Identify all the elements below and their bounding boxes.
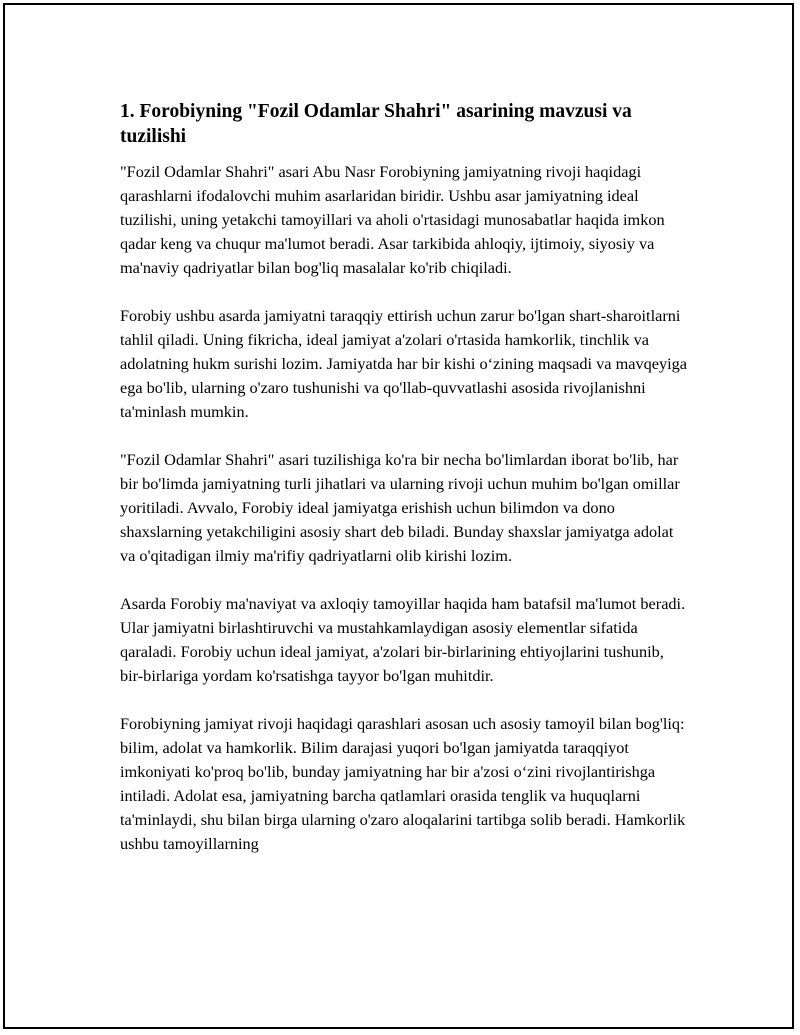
paragraph-4: Asarda Forobiy ma'naviyat va axloqiy tamoyillar haqida ham batafsil ma'lumot beradi. Ular jamiyatni birlashtiruvchi va mustahkamlaydigan asosiy elementlar sifatida qaraladi. Forobiy uchun ideal jamiyat, a'zolari bir-birlarining ehtiyojlarini tushunib, bir-birlariga yordam ko'rsatishga tayyor bo'lgan muhitdir.: [120, 594, 686, 685]
document-body: [120, 99, 690, 880]
section-heading: 1. Forobiyning "Fozil Odamlar Shahri" asarining mavzusi va tuzilishi: [120, 101, 632, 147]
page-frame: [3, 3, 794, 1029]
paragraph-5: Forobiyning jamiyat rivoji haqidagi qarashlari asosan uch asosiy tamoyil bilan bog'liq: bilim, adolat va hamkorlik. Bilim darajasi yuqori bo'lgan jamiyatda taraqqiyot imkoniyati ko'proq bo'lib, bunday jamiyatning har bir a'zosi o‘zini rivojlantirishga intiladi. Adolat esa, jamiyatning barcha qatlamlari orasida tenglik va huquqlarni ta'minlaydi, shu bilan birga ularning o'zaro aloqalarini tartibga solib beradi. Hamkorlik ushbu tamoyillarning: [120, 714, 686, 853]
paragraph-2: Forobiy ushbu asarda jamiyatni taraqqiy ettirish uchun zarur bo'lgan shart-sharoitlarni tahlil qiladi. Uning fikricha, ideal jamiyat a'zolari o'rtasida hamkorlik, tinchlik va adolatning hukm surishi lozim. Jamiyatda har bir kishi o‘zining maqsadi va mavqeyiga ega bo'lib, ularning o'zaro tushunishi va qo'llab-quvvatlashi asosida rivojlanishni ta'minlash mumkin.: [120, 306, 688, 421]
paragraph-3: "Fozil Odamlar Shahri" asari tuzilishiga ko'ra bir necha bo'limlardan iborat bo'lib, har bir bo'limda jamiyatning turli jihatlari va ularning rivoji uchun muhim bo'lgan omillar yoritiladi. Avvalo, Forobiy ideal jamiyatga erishish uchun bilimdon va dono shaxslarning yetakchiligini asosiy shart deb biladi. Bunday shaxslar jamiyatga adolat va o'qitadigan ilmiy ma'rifiy qadriyatlarni olib kirishi lozim.: [120, 450, 680, 565]
paragraph-1: "Fozil Odamlar Shahri" asari Abu Nasr Forobiyning jamiyatning rivoji haqidagi qarashlarni ifodalovchi muhim asarlaridan biridir. Ushbu asar jamiyatning ideal tuzilishi, uning yetakchi tamoyillari va aholi o'rtasidagi munosabatlar haqida imkon qadar keng va chuqur ma'lumot beradi. Asar tarkibida ahloqiy, ijtimoiy, siyosiy va ma'naviy qadriyatlar bilan bog'liq masalalar ko'rib chiqiladi.: [120, 162, 665, 277]
